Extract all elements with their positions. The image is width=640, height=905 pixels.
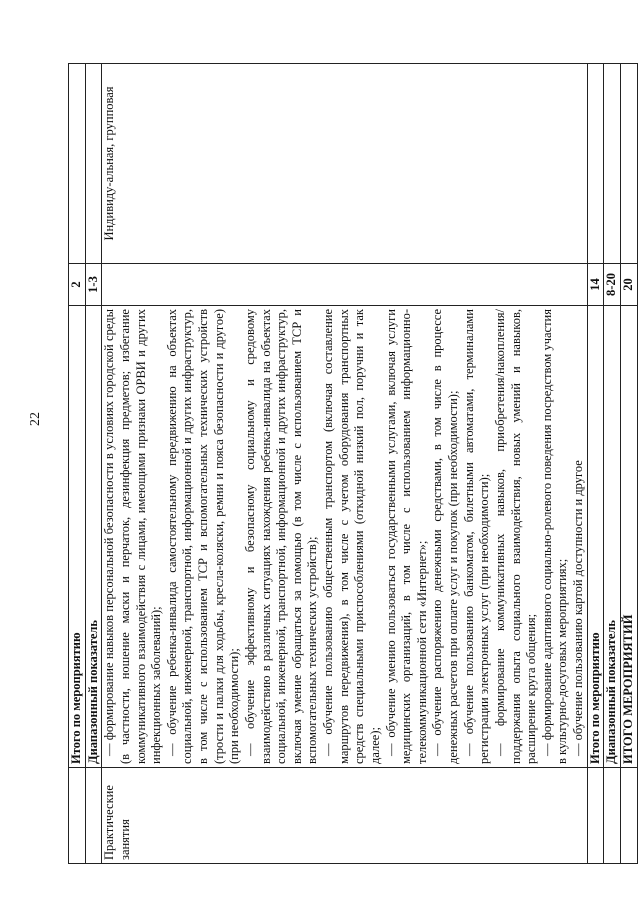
empty-cell: [604, 64, 621, 264]
footer-total-value: 14: [587, 264, 604, 306]
list-item: — обучение эффективному и безопасному социальному и средовому взаимодействию в различных ситуациях нахождения ребенка-инвалида на объектах социальной, инженерной, транспортной, информационной и других инфраструктур, включая умение обращаться за помощью (в том числе с использованием ТСР и вспомогательных технических устройств);: [242, 309, 320, 764]
empty-cell: [587, 768, 604, 864]
page-number: 22: [28, 412, 43, 426]
total-activity-value: 2: [69, 264, 86, 306]
footer-range-value: 8-20: [604, 264, 621, 306]
empty-cell: [85, 64, 102, 264]
table-row: [69, 64, 86, 864]
list-item: — обучение пользованию банкоматом, билетными автоматами, терминалами регистрации электронных услуг (при необходимости);: [461, 309, 492, 764]
range-value: 1-3: [85, 264, 102, 306]
footer-grand-total-label: ИТОГО МЕРОПРИЯТИЙ: [620, 306, 637, 768]
empty-cell: [69, 768, 86, 864]
footer-range-label: Диапазонный показатель: [604, 306, 621, 768]
activities-table: [68, 63, 638, 864]
rotated-table-container: [68, 64, 635, 864]
list-item: — обучение пользованию общественным транспортом (включая составление маршрутов передвижения), в том числе с учетом оборудования транспортных средств специальными приспособлениями (откидной низкий пол, поручни и так далее);: [321, 309, 382, 764]
empty-cell: [604, 768, 621, 864]
list-item: — обучение умению пользоваться государственными услугами, включая услуги медицинских организаций, в том числе с использованием информационно-телекоммуникационной сети «Интернет»;: [383, 309, 429, 764]
list-item: — обучение ребенка-инвалида самостоятельному передвижению на объектах социальной, инженерной, транспортной, информационной и других инфраструктур, в том числе с использованием ТСР и вспомогательных технических устройств (трости и палки для ходьбы, кресла-коляски, ремни и пояса безопасности и другое) (при необходимости);: [164, 309, 242, 764]
table-row: [604, 64, 621, 864]
footer-grand-total-value: 20: [620, 264, 637, 306]
empty-cell: [620, 768, 637, 864]
list-item: — формирование навыков персональной безопасности в условиях городской среды (в частности, ношение маски и перчаток, дезинфекция предметов; избегание коммуникативного взаимодействия с лицами, имеющими признаки ОРВИ и других инфекционных заболеваний);: [102, 309, 164, 764]
total-activity-label: Итого по мероприятию: [69, 306, 86, 768]
format-label: Индивиду-альная, групповая: [102, 64, 587, 264]
empty-cell: [102, 264, 587, 306]
list-item: — обучение распоряжению денежными средствами, в том числе в процессе денежных расчетов при оплате услуг и покупок (при необходимости);: [430, 309, 460, 764]
table-row: [620, 64, 637, 864]
range-label: Диапазонный показатель: [85, 306, 102, 768]
table-row: [85, 64, 102, 864]
empty-cell: [85, 768, 102, 864]
footer-total-label: Итого по мероприятию: [587, 306, 604, 768]
list-item: — формирование коммуникативных навыков, приобретения/накопления/поддержания опыта социального взаимодействия, новых умений и навыков, расширение круга общения;: [492, 309, 539, 764]
table-row: [102, 64, 587, 864]
list-item: — обучение пользованию картой доступности и другое: [571, 460, 585, 756]
items-cell: [102, 306, 587, 768]
empty-cell: [620, 64, 637, 264]
section-label: Практические занятия: [102, 768, 587, 864]
empty-cell: [69, 64, 86, 264]
list-item: — формирование адаптивного социально-ролевого поведения посредством участия в культурно-досуговых мероприятиях;: [539, 309, 570, 764]
empty-cell: [587, 64, 604, 264]
table-row: [587, 64, 604, 864]
